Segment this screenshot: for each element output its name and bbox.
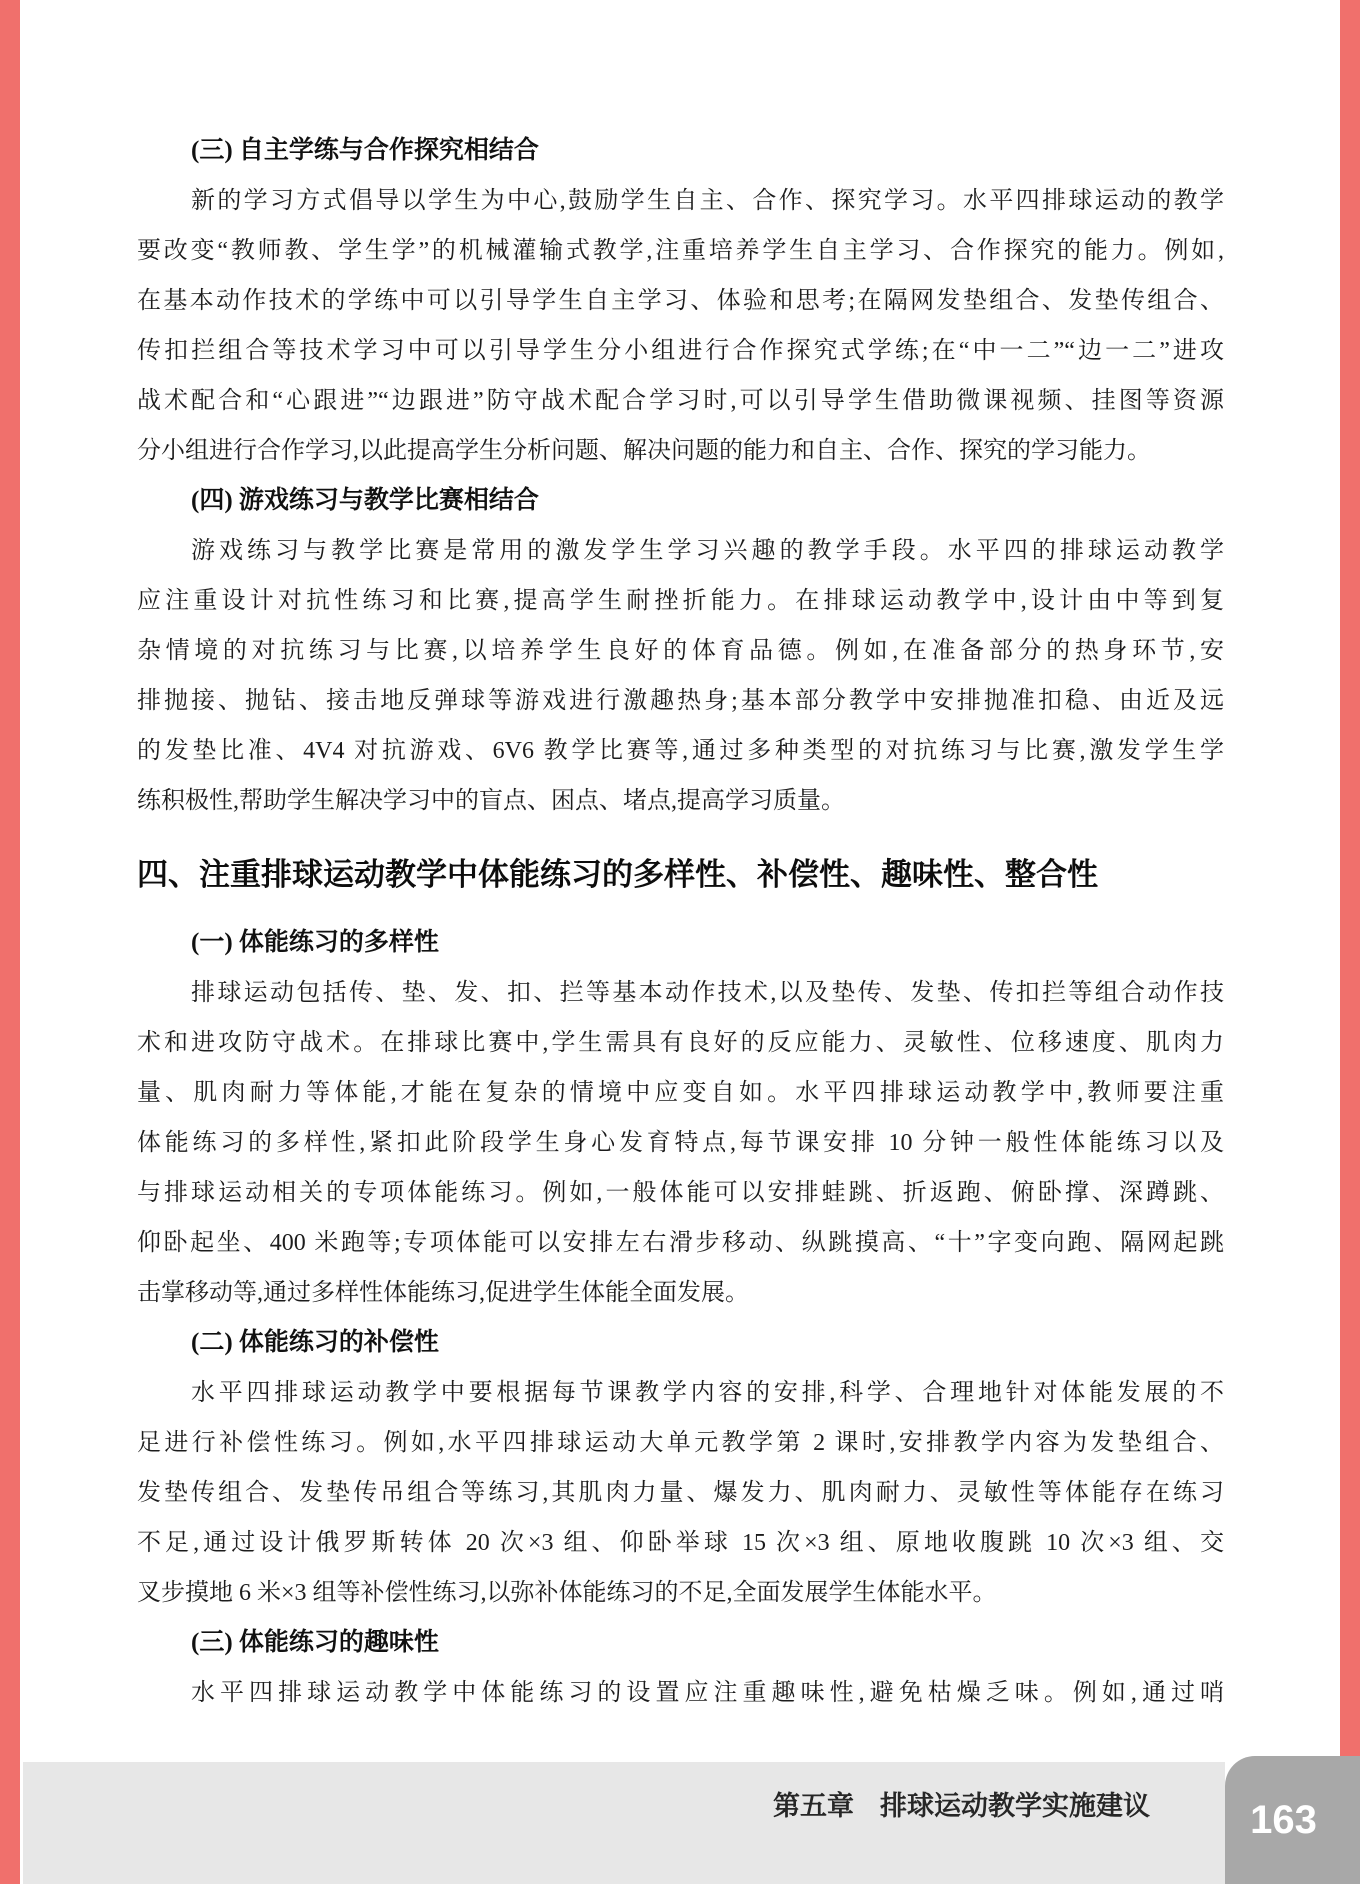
paragraph-line: 叉步摸地 6 米×3 组等补偿性练习,以弥补体能练习的不足,全面发展学生体能水平。: [137, 1580, 997, 1606]
paragraph-line: 新的学习方式倡导以学生为中心,鼓励学生自主、合作、探究学习。水平四排球运动的教学: [191, 188, 1224, 214]
subsection-heading: (二) 体能练习的补偿性: [191, 1329, 439, 1356]
paragraph: [137, 968, 1224, 1318]
footer-band: [23, 1762, 1225, 1884]
paragraph-line: 的发垫比准、4V4 对抗游戏、6V6 教学比赛等,通过多种类型的对抗练习与比赛,激发学生学: [137, 738, 1224, 764]
right-edge-accent-strip: [1340, 0, 1360, 1756]
paragraph-line: 不足,通过设计俄罗斯转体 20 次×3 组、仰卧举球 15 次×3 组、原地收腹跳 10 次×3 组、交: [137, 1530, 1224, 1556]
paragraph: [137, 526, 1224, 826]
paragraph-line: 应注重设计对抗性练习和比赛,提高学生耐挫折能力。在排球运动教学中,设计由中等到复: [137, 588, 1224, 614]
paragraph-line: 体能练习的多样性,紧扣此阶段学生身心发育特点,每节课安排 10 分钟一般性体能练习以及: [137, 1130, 1224, 1156]
paragraph-line: 排球运动包括传、垫、发、扣、拦等基本动作技术,以及垫传、发垫、传扣拦等组合动作技: [191, 980, 1224, 1006]
paragraph-line: 要改变“教师教、学生学”的机械灌输式教学,注重培养学生自主学习、合作探究的能力。例如,: [137, 238, 1224, 264]
subsection-heading: (一) 体能练习的多样性: [191, 929, 439, 956]
paragraph-line: 术和进攻防守战术。在排球比赛中,学生需具有良好的反应能力、灵敏性、位移速度、肌肉力: [137, 1030, 1224, 1056]
paragraph-line: 分小组进行合作学习,以此提高学生分析问题、解决问题的能力和自主、合作、探究的学习能力。: [137, 438, 1151, 464]
left-edge-accent-strip: [0, 0, 20, 1884]
page-number: 163: [1250, 1797, 1317, 1842]
subsection-heading: (三) 自主学练与合作探究相结合: [191, 137, 539, 164]
paragraph-line: 练积极性,帮助学生解决学习中的盲点、困点、堵点,提高学习质量。: [137, 788, 845, 814]
paragraph-line: 击掌移动等,通过多样性体能练习,促进学生体能全面发展。: [137, 1280, 749, 1306]
paragraph-line: 水平四排球运动教学中体能练习的设置应注重趣味性,避免枯燥乏味。例如,通过哨: [191, 1680, 1224, 1706]
paragraph-line: 量、肌肉耐力等体能,才能在复杂的情境中应变自如。水平四排球运动教学中,教师要注重: [137, 1080, 1224, 1106]
footer-chapter-title: [773, 1790, 1150, 1822]
page-content: [137, 126, 1224, 1718]
paragraph: [137, 176, 1224, 476]
paragraph-line: 杂情境的对抗练习与比赛,以培养学生良好的体育品德。例如,在准备部分的热身环节,安: [137, 638, 1224, 664]
section-heading: 四、注重排球运动教学中体能练习的多样性、补偿性、趣味性、整合性: [137, 857, 1098, 892]
paragraph-line: 仰卧起坐、400 米跑等;专项体能可以安排左右滑步移动、纵跳摸高、“十”字变向跑、隔网起跳: [137, 1230, 1224, 1256]
paragraph-line: 水平四排球运动教学中要根据每节课教学内容的安排,科学、合理地针对体能发展的不: [191, 1380, 1224, 1406]
paragraph-line: 游戏练习与教学比赛是常用的激发学生学习兴趣的教学手段。水平四的排球运动教学: [191, 538, 1224, 564]
paragraph-line: 传扣拦组合等技术学习中可以引导学生分小组进行合作探究式学练;在“中一二”“边一二”进攻: [137, 338, 1224, 364]
paragraph: [137, 1668, 1224, 1718]
paragraph-line: 在基本动作技术的学练中可以引导学生自主学习、体验和思考;在隔网发垫组合、发垫传组合、: [137, 288, 1224, 314]
paragraph-line: 发垫传组合、发垫传吊组合等练习,其肌肉力量、爆发力、肌肉耐力、灵敏性等体能存在练习: [137, 1480, 1224, 1506]
paragraph-line: 排抛接、抛钻、接击地反弹球等游戏进行激趣热身;基本部分教学中安排抛准扣稳、由近及远: [137, 688, 1224, 714]
paragraph-line: 与排球运动相关的专项体能练习。例如,一般体能可以安排蛙跳、折返跑、俯卧撑、深蹲跳、: [137, 1180, 1224, 1206]
chapter-title-text: 排球运动教学实施建议: [880, 1791, 1150, 1821]
paragraph: [137, 1368, 1224, 1618]
subsection-heading: (四) 游戏练习与教学比赛相结合: [191, 487, 539, 514]
page-number-tab: [1225, 1756, 1360, 1884]
subsection-heading: (三) 体能练习的趣味性: [191, 1629, 439, 1656]
paragraph-line: 足进行补偿性练习。例如,水平四排球运动大单元教学第 2 课时,安排教学内容为发垫组合、: [137, 1430, 1224, 1456]
paragraph-line: 战术配合和“心跟进”“边跟进”防守战术配合学习时,可以引导学生借助微课视频、挂图等资源: [137, 388, 1224, 414]
chapter-label: 第五章: [773, 1791, 854, 1821]
